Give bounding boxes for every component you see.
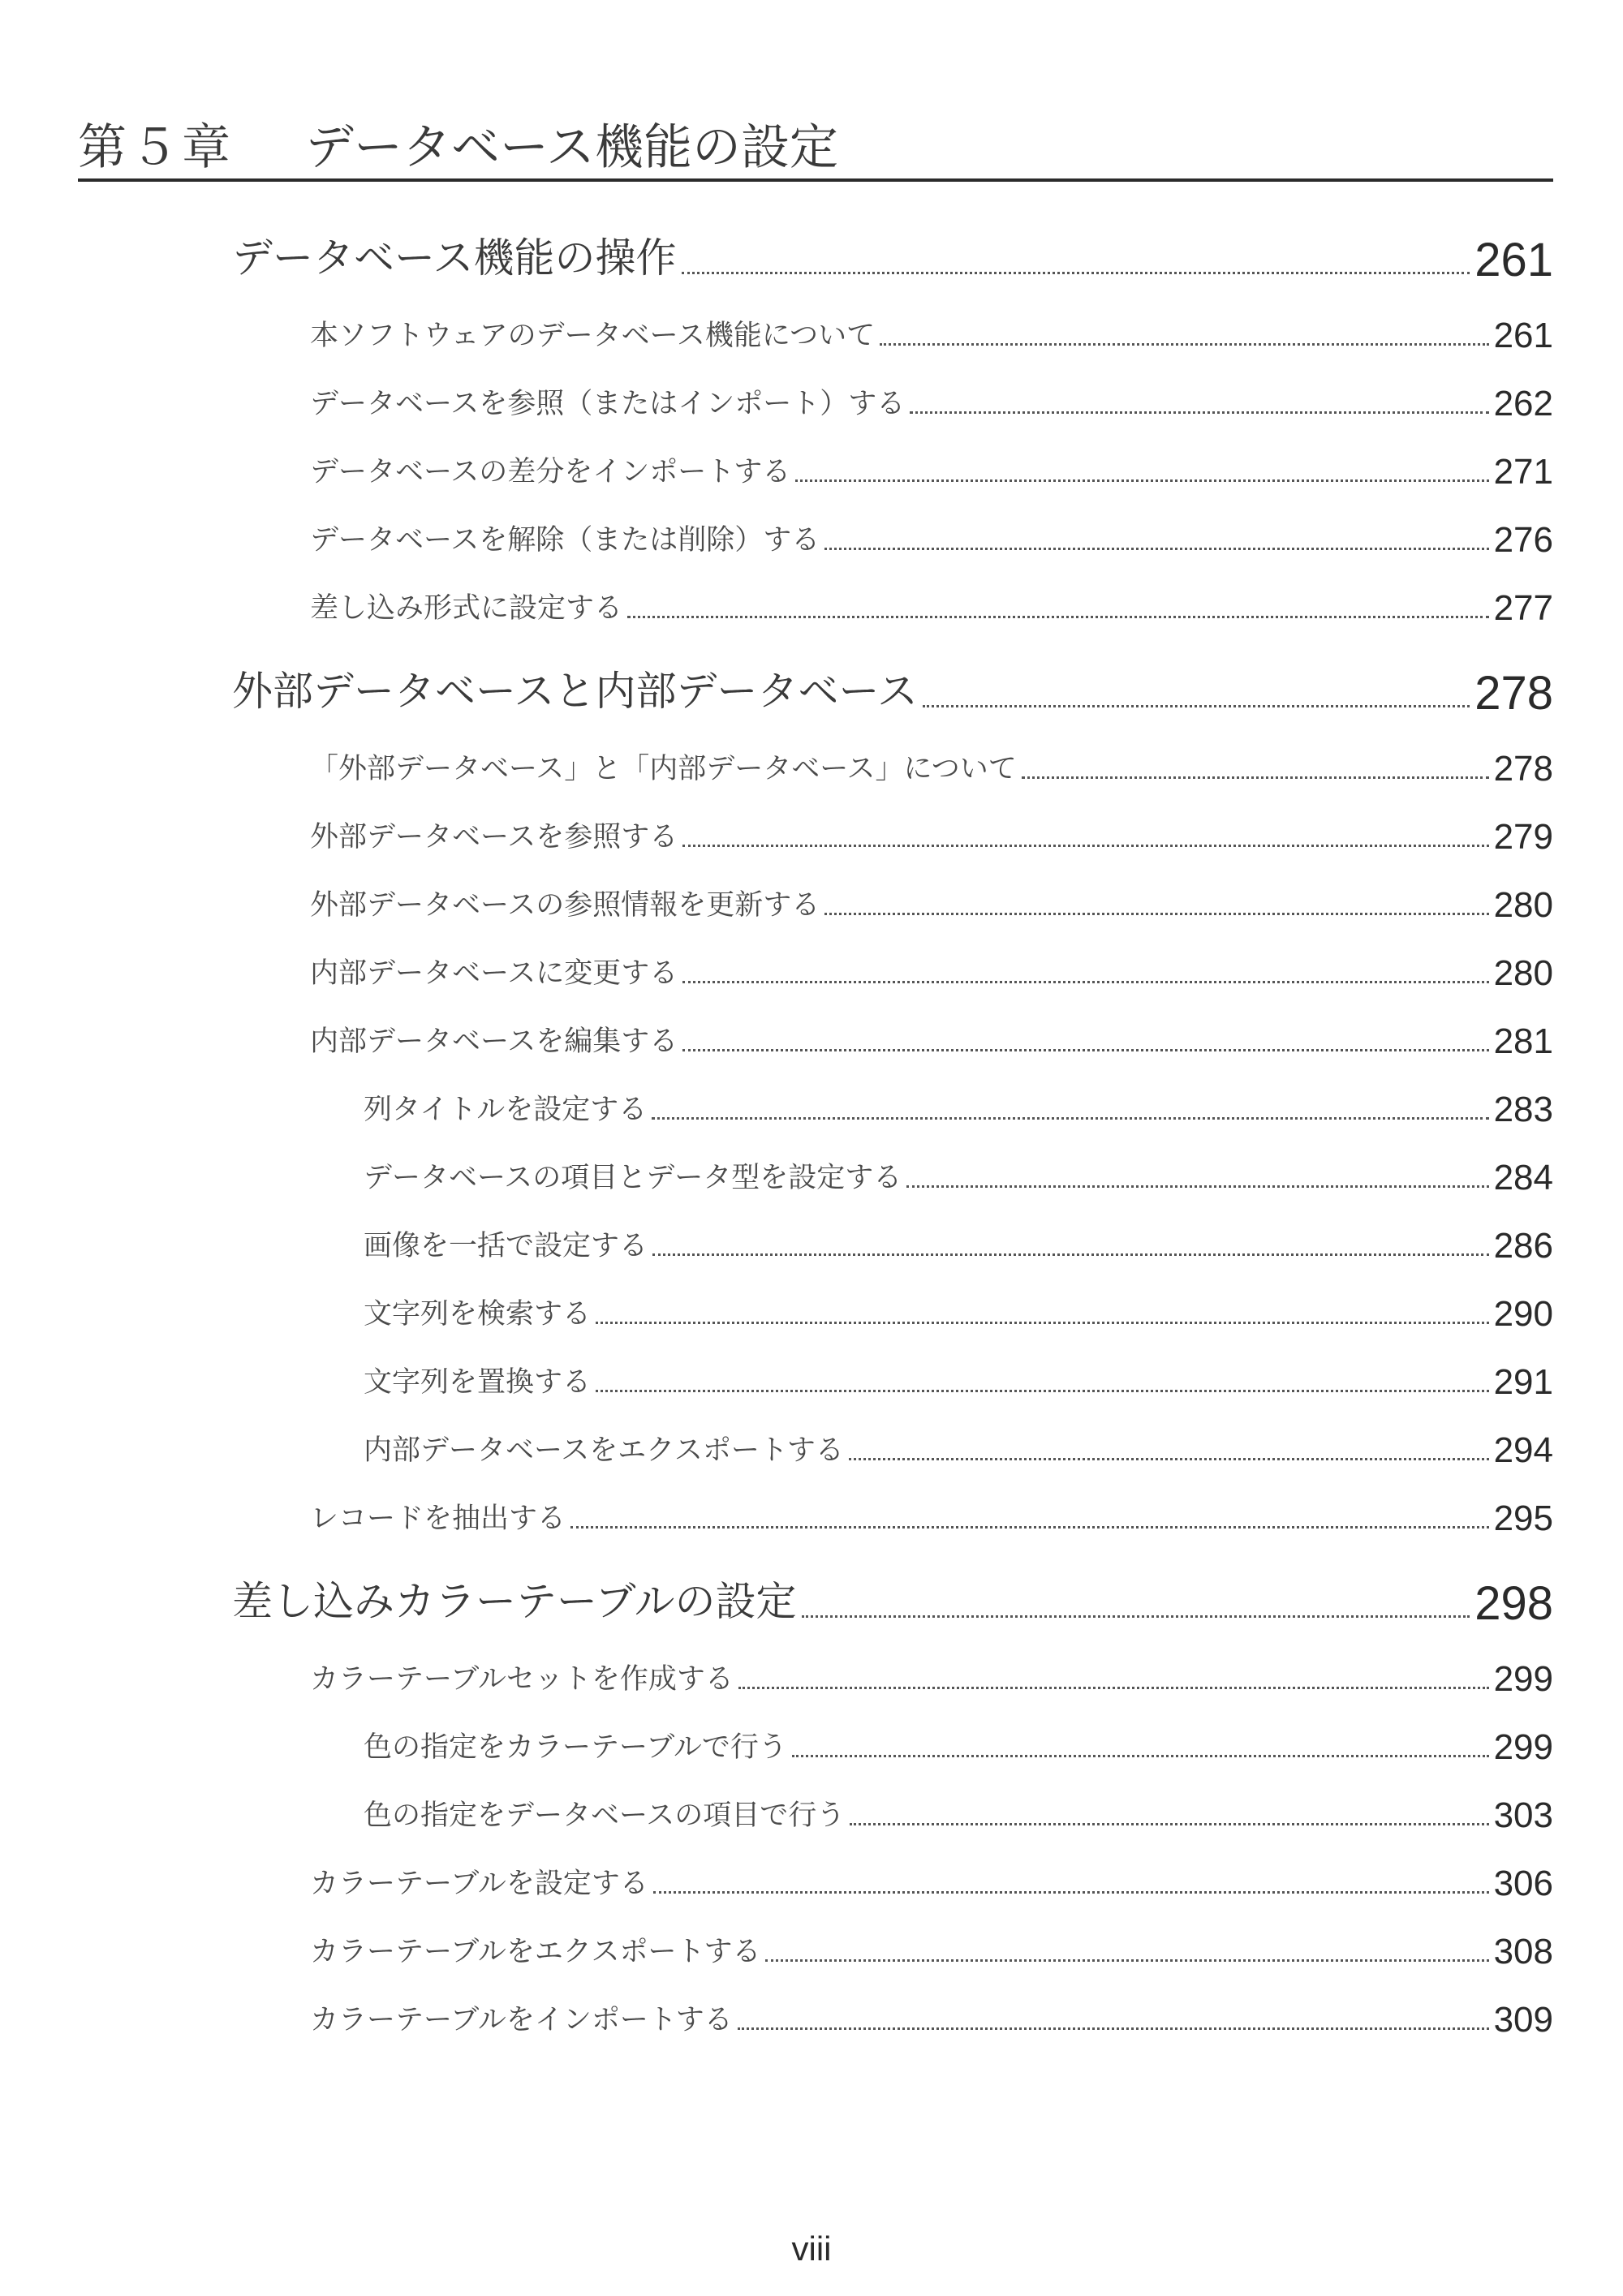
toc-subentry[interactable] (364, 1154, 1553, 1196)
dot-leader (738, 1687, 1489, 1689)
dot-leader (653, 1891, 1489, 1894)
toc-entry-title: 内部データベースに変更する (310, 957, 678, 990)
toc-entry[interactable] (310, 516, 1553, 558)
toc-entry[interactable] (310, 380, 1553, 422)
toc-entry[interactable] (310, 881, 1553, 923)
toc-entry-title: データベースを参照（またはインポート）する (310, 388, 906, 420)
toc-subentry[interactable] (364, 1358, 1553, 1400)
toc-entry-title: データベースの差分をインポートする (310, 456, 791, 488)
toc-entry[interactable] (310, 584, 1553, 626)
dot-leader (824, 548, 1488, 550)
toc-page-number: 291 (1493, 1362, 1553, 1402)
dot-leader (1022, 776, 1489, 779)
dot-leader (682, 981, 1488, 983)
toc-page-number: 277 (1493, 588, 1553, 628)
dot-leader (738, 2027, 1489, 2030)
dot-leader (795, 479, 1488, 482)
toc-entry-title: 外部データベースの参照情報を更新する (310, 889, 820, 922)
toc-entry-title: カラーテーブルセットを作成する (310, 1663, 734, 1696)
toc-entry-title: データベースの項目とデータ型を設定する (364, 1162, 902, 1194)
toc-entry-title: カラーテーブルをインポートする (310, 2004, 733, 2036)
dot-leader (765, 1959, 1488, 1962)
dot-leader (682, 272, 1470, 274)
toc-entry-title: 文字列を置換する (364, 1366, 592, 1399)
dot-leader (906, 1185, 1488, 1188)
toc-page-number: 303 (1493, 1795, 1553, 1835)
dot-leader (880, 343, 1488, 346)
toc-page-number: 279 (1493, 817, 1553, 857)
toc-entry[interactable] (310, 949, 1553, 991)
toc-page-number: 299 (1493, 1727, 1553, 1767)
toc-entry-title: 列タイトルを設定する (364, 1094, 648, 1126)
toc-section-entry[interactable] (232, 1571, 1553, 1630)
dot-leader (652, 1117, 1488, 1120)
toc-subentry[interactable] (364, 1222, 1553, 1264)
toc-entry-title: 差し込みカラーテーブルの設定 (232, 1578, 797, 1625)
toc-page-number: 284 (1493, 1158, 1553, 1197)
toc-page-number: 280 (1493, 953, 1553, 993)
dot-leader (652, 1253, 1489, 1256)
toc-entry[interactable] (310, 448, 1553, 490)
dot-leader (596, 1322, 1489, 1324)
toc-section-entry[interactable] (232, 660, 1553, 720)
toc-page-number: 283 (1493, 1090, 1553, 1129)
toc-entry[interactable] (310, 1860, 1553, 1902)
dot-leader (850, 1823, 1488, 1825)
toc-page-number: 262 (1493, 384, 1553, 424)
dot-leader (682, 1049, 1488, 1051)
toc-page-number: 294 (1493, 1430, 1553, 1470)
dot-leader (802, 1615, 1470, 1618)
toc-page-number: 281 (1493, 1021, 1553, 1061)
toc-entry[interactable] (310, 1928, 1553, 1970)
toc-page-number: 261 (1474, 234, 1553, 286)
toc-page-number: 290 (1493, 1294, 1553, 1334)
dot-leader (792, 1755, 1489, 1757)
chapter-number: 第５章 (78, 119, 234, 176)
dot-leader (596, 1390, 1489, 1392)
toc-subentry[interactable] (364, 1723, 1553, 1765)
toc-entry-title: 内部データベースを編集する (310, 1025, 678, 1058)
toc-page-number: 286 (1493, 1226, 1553, 1266)
toc-entry[interactable] (310, 312, 1553, 354)
toc-entry-title: 差し込み形式に設定する (310, 592, 623, 625)
toc-entry-title: 外部データベースと内部データベース (232, 668, 918, 715)
toc-entry-title: 外部データベースを参照する (310, 821, 678, 853)
dot-leader (923, 705, 1470, 707)
toc-entry-title: 内部データベースをエクスポートする (364, 1434, 844, 1467)
toc-page-number: 295 (1493, 1498, 1553, 1538)
dot-leader (570, 1526, 1489, 1529)
toc-entry-title: 本ソフトウェアのデータベース機能について (310, 320, 876, 352)
toc-entry-title: カラーテーブルをエクスポートする (310, 1936, 761, 1968)
toc-page-number: 309 (1493, 2000, 1553, 2040)
toc-page-number: 299 (1493, 1659, 1553, 1699)
toc-page-number: 306 (1493, 1864, 1553, 1903)
page-folio: viii (791, 2229, 832, 2268)
toc-entry-title: 文字列を検索する (364, 1298, 592, 1331)
toc-subentry[interactable] (364, 1426, 1553, 1468)
toc-entry-title: レコードを抽出する (310, 1503, 566, 1535)
toc-entry-title: カラーテーブルを設定する (310, 1868, 648, 1900)
toc-page-number: 298 (1474, 1577, 1553, 1630)
toc-entry-title: データベースを解除（または削除）する (310, 524, 820, 557)
toc-entry-title: 画像を一括で設定する (364, 1230, 648, 1262)
toc-entry-title: データベース機能の操作 (232, 234, 677, 282)
toc-entry[interactable] (310, 1996, 1553, 2038)
toc-page-number: 276 (1493, 520, 1553, 560)
toc-page-number: 271 (1493, 452, 1553, 492)
dot-leader (910, 411, 1488, 414)
toc-entry[interactable] (310, 1494, 1553, 1537)
toc-subentry[interactable] (364, 1086, 1553, 1128)
toc-entry-title: 色の指定をデータベースの項目で行う (364, 1799, 846, 1832)
chapter-title: データベース機能の設定 (305, 119, 838, 176)
toc-entry[interactable] (310, 1017, 1553, 1060)
toc-entry[interactable] (310, 813, 1553, 855)
toc-subentry[interactable] (364, 1791, 1553, 1834)
toc-entry[interactable] (310, 1655, 1553, 1697)
dot-leader (849, 1458, 1489, 1460)
toc-page-number: 261 (1493, 316, 1553, 355)
toc-page-number: 278 (1493, 749, 1553, 789)
toc-subentry[interactable] (364, 1290, 1553, 1332)
toc-page-number: 308 (1493, 1932, 1553, 1971)
toc-section-entry[interactable] (232, 227, 1553, 284)
dot-leader (824, 913, 1488, 915)
dot-leader (627, 616, 1489, 618)
toc-entry-title: 「外部データベース」と「内部データベース」について (310, 753, 1017, 785)
toc-page-number: 280 (1493, 885, 1553, 925)
toc-page-number: 278 (1474, 667, 1553, 720)
dot-leader (682, 845, 1488, 847)
toc-entry-title: 色の指定をカラーテーブルで行う (364, 1731, 787, 1764)
toc-entry[interactable] (310, 745, 1553, 787)
